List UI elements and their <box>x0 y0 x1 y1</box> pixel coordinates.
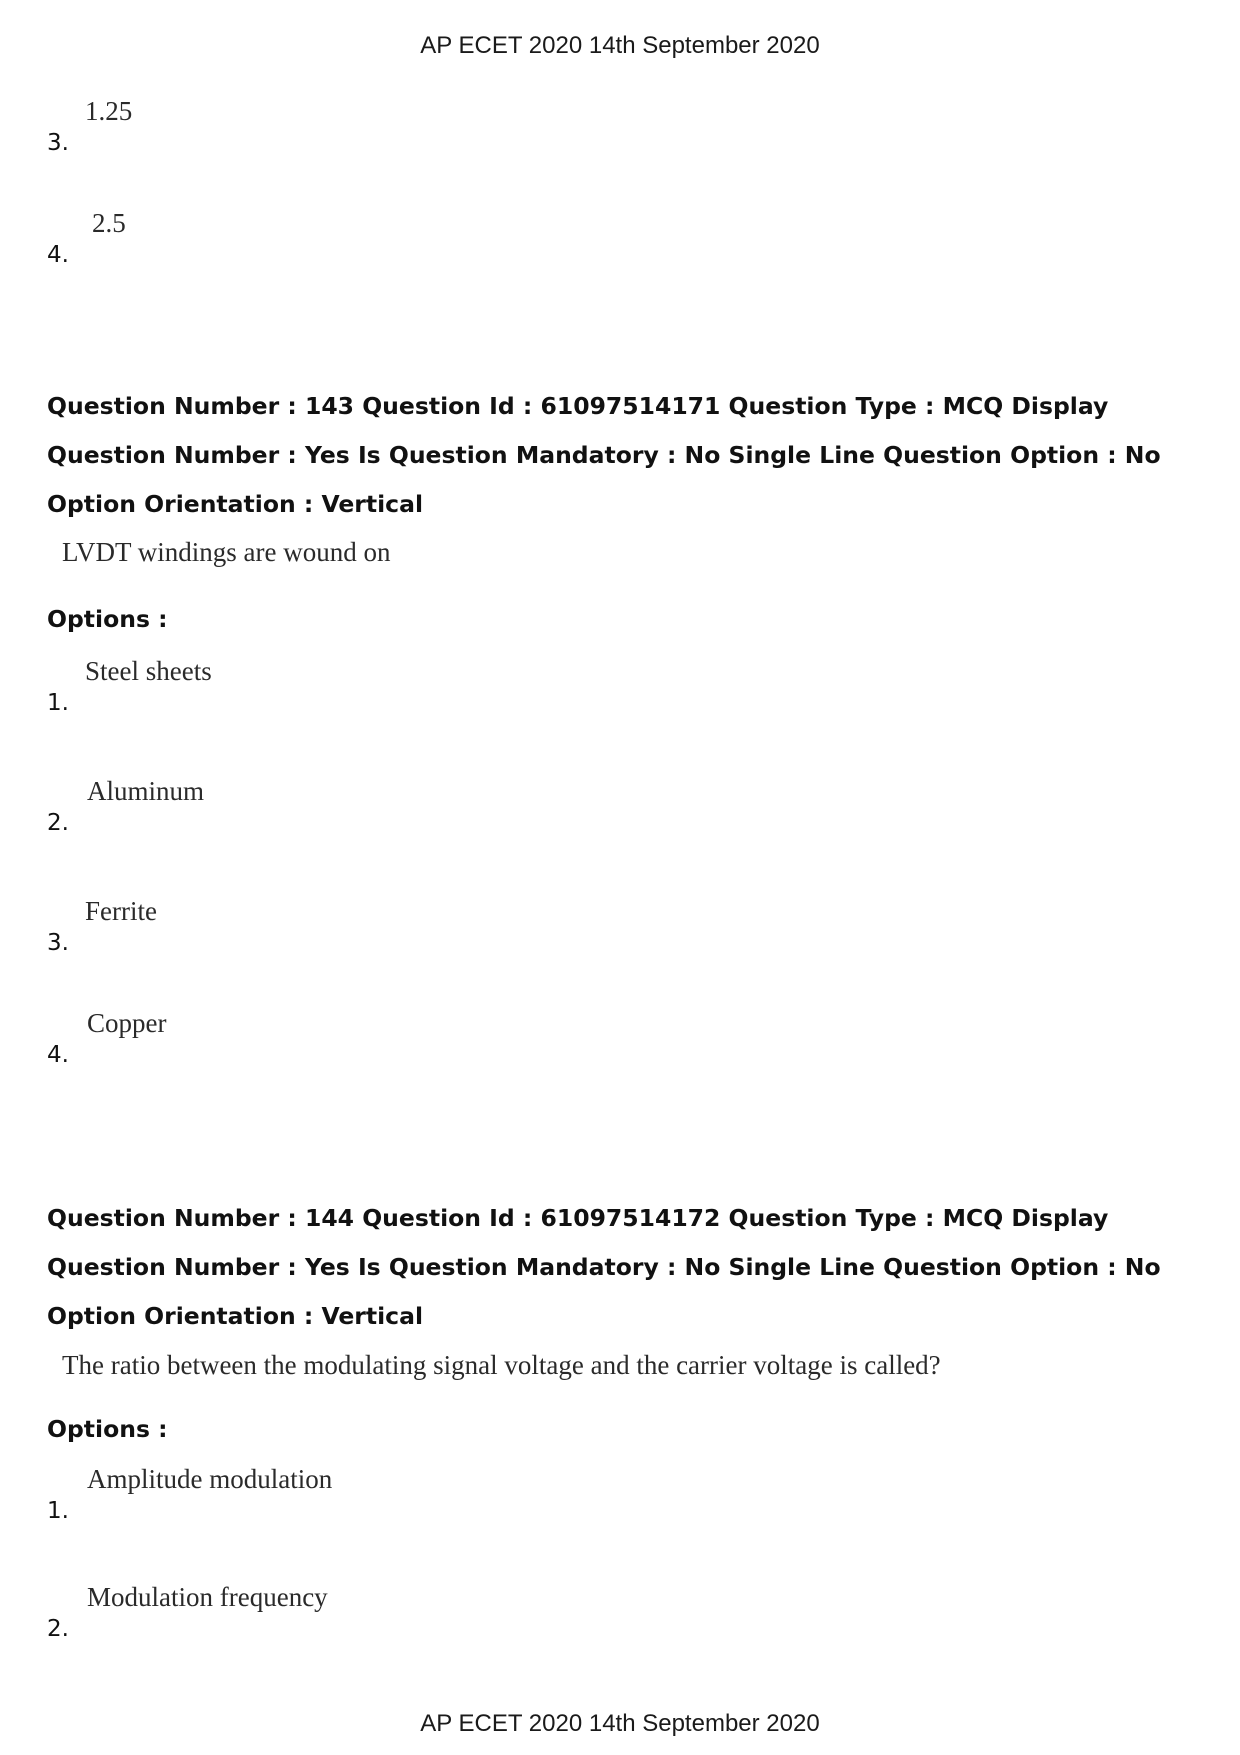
page-footer: AP ECET 2020 14th September 2020 <box>420 1710 820 1737</box>
question-143-option-3 <box>47 896 947 956</box>
question-144-meta: Question Number : 144 Question Id : 61097514172 Question Type : MCQ Display Question Number : Yes Is Question Mandatory : No Single Line Question Option : No Option Orientation : Vertical <box>47 1204 1161 1330</box>
option-text: Aluminum <box>87 776 205 806</box>
question-144-options-label: Options : <box>47 1415 168 1443</box>
question-143-text: LVDT windings are wound on <box>62 537 391 567</box>
question-143-option-2 <box>47 776 947 836</box>
option-text: 2.5 <box>92 208 126 238</box>
question-143-option-4 <box>47 1008 947 1068</box>
question-143-options-label: Options : <box>47 605 168 633</box>
question-143-meta: Question Number : 143 Question Id : 61097514171 Question Type : MCQ Display Question Number : Yes Is Question Mandatory : No Single Line Question Option : No Option Orientation : Vertical <box>47 392 1161 518</box>
option-number: 1. <box>47 690 69 716</box>
option-number: 4. <box>47 242 69 268</box>
option-number: 3. <box>47 130 69 156</box>
option-number: 2. <box>47 810 69 836</box>
option-text: 1.25 <box>85 96 133 126</box>
page-header: AP ECET 2020 14th September 2020 <box>420 32 820 59</box>
option-text: Modulation frequency <box>87 1582 328 1612</box>
question-144-text: The ratio between the modulating signal voltage and the carrier voltage is called? <box>62 1350 941 1380</box>
question-144-option-1 <box>47 1464 947 1524</box>
question-144-option-2 <box>47 1582 947 1642</box>
option-text: Steel sheets <box>85 656 212 686</box>
prev-option-3 <box>47 96 947 156</box>
option-text: Copper <box>87 1008 167 1038</box>
option-number: 2. <box>47 1616 69 1642</box>
option-number: 1. <box>47 1498 69 1524</box>
option-number: 4. <box>47 1042 69 1068</box>
option-text: Ferrite <box>85 896 157 926</box>
prev-option-4 <box>47 208 947 268</box>
question-143-option-1 <box>47 656 947 716</box>
option-text: Amplitude modulation <box>87 1464 333 1494</box>
option-number: 3. <box>47 930 69 956</box>
